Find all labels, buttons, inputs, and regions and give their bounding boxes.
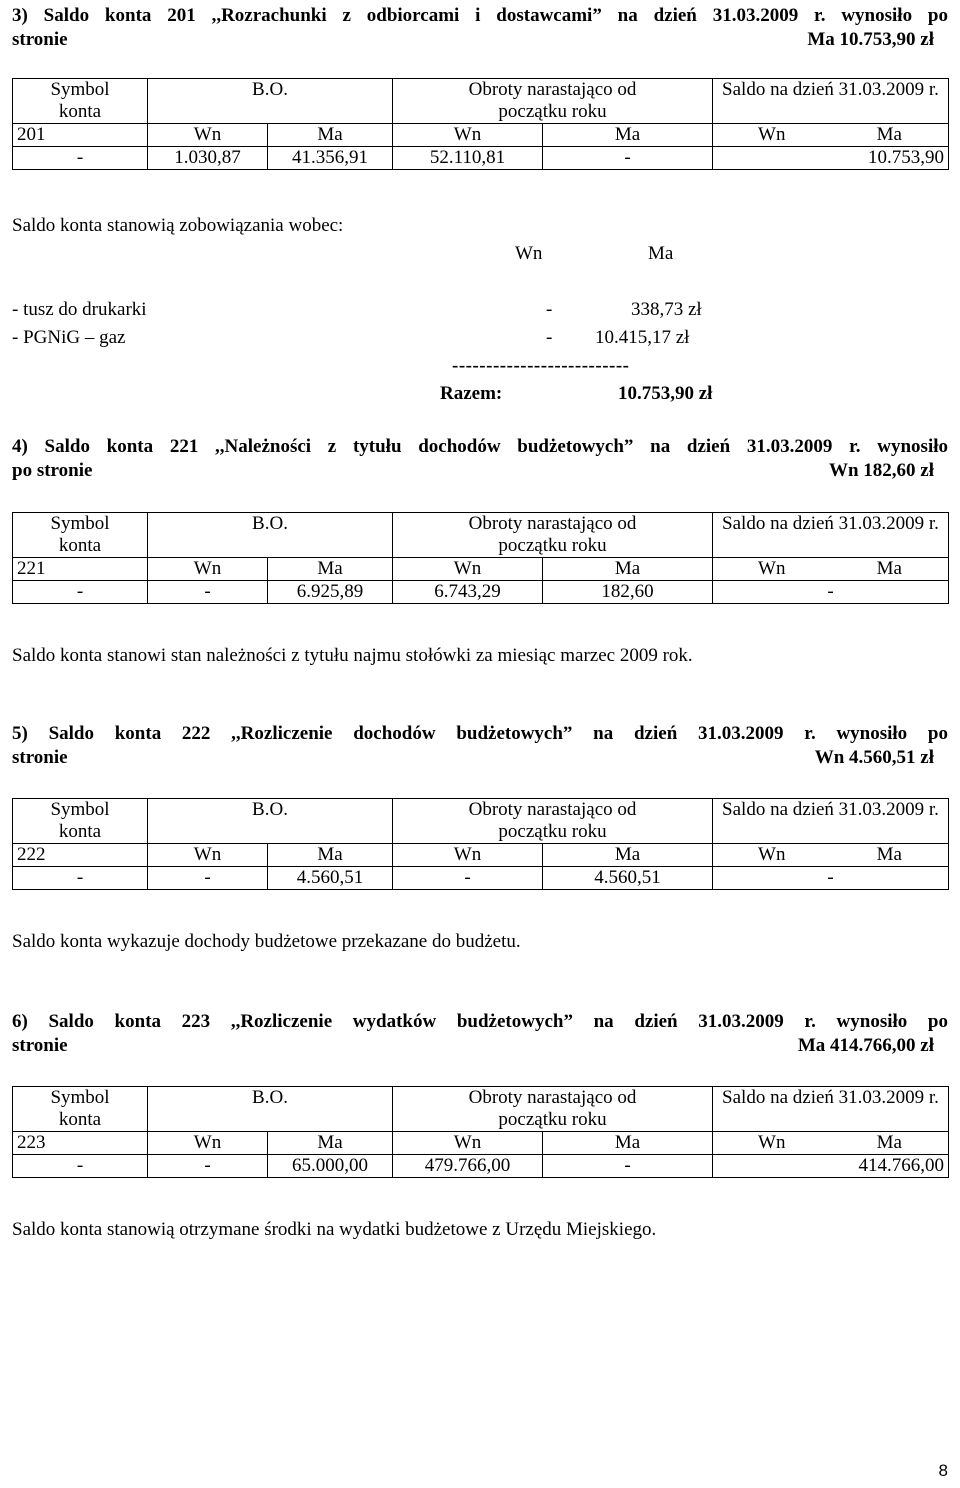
col-wn: Wn [758,1132,786,1153]
header-turnover: Obroty narastająco od [393,79,713,102]
col-ma: Ma [876,558,902,579]
section3-title-line1: 3) Saldo konta 201 ,,Rozrachunki z odbiorcami i dostawcami” na dzień 31.03.2009 r. wynosiło po [12,5,948,26]
section3-table [12,78,949,170]
header-turnover-2: początku roku [393,821,713,844]
cell-turnover-wn: 41.356,91 [268,147,393,170]
col-wn: Wn [393,124,543,147]
header-turnover: Obroty narastająco od [393,1087,713,1110]
cell-balance-ma: 414.766,00 [713,1155,949,1178]
col-wn: Wn [758,124,786,145]
col-ma: Ma [268,558,393,581]
header-bo: B.O. [148,79,393,102]
total-value: 10.753,90 zł [618,383,713,404]
section6-title-amount: Ma 414.766,00 zł [797,1035,934,1056]
liability-wn: - [546,327,553,348]
cell-bo-wn: - [13,867,148,890]
header-balance: Saldo na dzień 31.03.2009 r. [713,513,949,536]
section6-title-line1: 6) Saldo konta 223 ,,Rozliczenie wydatków budżetowych” na dzień 31.03.2009 r. wynosiło po [12,1011,948,1032]
account-number: 222 [13,844,148,867]
col-ma: Ma [543,558,713,581]
header-symbol: Symbol [13,1087,148,1110]
cell-balance-wn: - [543,1155,713,1178]
section6-heading [12,1010,948,1058]
cell-bo-wn: - [13,147,148,170]
cell-bo-ma: - [148,1155,268,1178]
section3-title-amount: Ma 10.753,90 zł [807,29,934,50]
cell-bo-ma: - [148,867,268,890]
header-turnover: Obroty narastająco od [393,799,713,822]
cell-balance-wn: 182,60 [543,581,713,604]
section5-note: Saldo konta wykazuje dochody budżetowe przekazane do budżetu. [12,931,521,952]
cell-bo-ma: - [148,581,268,604]
cell-turnover-ma: 479.766,00 [393,1155,543,1178]
section3-heading [12,4,948,52]
liabilities-col-wn: Wn [515,243,543,264]
cell-balance-ma: 10.753,90 [713,147,949,170]
col-wn: Wn [758,844,786,865]
section3-title-side: stronie [12,29,68,50]
liability-label: - PGNiG – gaz [12,327,126,348]
col-wn: Wn [758,558,786,579]
cell-turnover-ma: 52.110,81 [393,147,543,170]
section5-title-side: stronie [12,747,68,768]
col-wn: Wn [148,558,268,581]
header-konta: konta [13,535,148,558]
header-symbol: Symbol [13,79,148,102]
section6-title-side: stronie [12,1035,68,1056]
total-label: Razem: [440,383,503,404]
cell-turnover-wn: 65.000,00 [268,1155,393,1178]
col-ma: Ma [543,844,713,867]
section4-title-line1: 4) Saldo konta 221 ,,Należności z tytułu dochodów budżetowych” na dzień 31.03.2009 r. wynosiło [12,436,948,457]
section4-title-amount: Wn 182,60 zł [828,460,934,481]
header-turnover-2: początku roku [393,1109,713,1132]
header-symbol: Symbol [13,513,148,536]
col-ma: Ma [876,844,902,865]
table-row [13,867,949,890]
section5-heading [12,722,948,770]
header-turnover: Obroty narastająco od [393,513,713,536]
cell-bo-wn: - [13,1155,148,1178]
header-konta: konta [13,1109,148,1132]
cell-turnover-wn: 6.925,89 [268,581,393,604]
cell-balance-ma: - [713,867,949,890]
liability-ma: 10.415,17 zł [595,327,690,348]
header-bo: B.O. [148,1087,393,1110]
col-ma: Ma [268,124,393,147]
section3-liabilities-intro: Saldo konta stanowią zobowiązania wobec: [12,215,344,236]
col-ma: Ma [268,844,393,867]
col-wn: Wn [393,844,543,867]
header-konta: konta [13,101,148,124]
col-wn: Wn [148,1132,268,1155]
cell-turnover-wn: 4.560,51 [268,867,393,890]
col-wn: Wn [148,124,268,147]
table-row [13,581,949,604]
liabilities-col-ma: Ma [648,243,674,264]
col-ma: Ma [543,124,713,147]
liability-ma: 338,73 zł [631,299,702,320]
header-bo: B.O. [148,799,393,822]
col-ma: Ma [268,1132,393,1155]
cell-turnover-ma: - [393,867,543,890]
col-ma: Ma [876,1132,902,1153]
cell-balance-ma: - [713,581,949,604]
section5-title-amount: Wn 4.560,51 zł [814,747,934,768]
col-wn: Wn [148,844,268,867]
section4-heading [12,435,948,483]
cell-balance-wn: - [543,147,713,170]
account-number: 223 [13,1132,148,1155]
total-separator: -------------------------- [452,355,630,376]
page-number: 8 [938,1461,948,1480]
header-symbol: Symbol [13,799,148,822]
header-balance: Saldo na dzień 31.03.2009 r. [713,79,949,102]
header-konta: konta [13,821,148,844]
cell-bo-wn: - [13,581,148,604]
header-balance: Saldo na dzień 31.03.2009 r. [713,799,949,822]
section4-table [12,512,949,604]
header-turnover-2: początku roku [393,535,713,558]
section5-title-line1: 5) Saldo konta 222 ,,Rozliczenie dochodów budżetowych” na dzień 31.03.2009 r. wynosiło po [12,723,948,744]
cell-turnover-ma: 6.743,29 [393,581,543,604]
col-wn: Wn [393,1132,543,1155]
cell-bo-ma: 1.030,87 [148,147,268,170]
col-ma: Ma [543,1132,713,1155]
header-balance: Saldo na dzień 31.03.2009 r. [713,1087,949,1110]
header-turnover-2: początku roku [393,101,713,124]
account-number: 201 [13,124,148,147]
table-row [13,1155,949,1178]
section4-title-side: po stronie [12,460,93,481]
liability-wn: - [546,299,553,320]
col-ma: Ma [876,124,902,145]
cell-balance-wn: 4.560,51 [543,867,713,890]
section6-note: Saldo konta stanowią otrzymane środki na wydatki budżetowe z Urzędu Miejskiego. [12,1219,657,1240]
section5-table [12,798,949,890]
account-number: 221 [13,558,148,581]
section6-table [12,1086,949,1178]
col-wn: Wn [393,558,543,581]
section4-note: Saldo konta stanowi stan należności z tytułu najmu stołówki za miesiąc marzec 2009 rok. [12,645,693,666]
header-bo: B.O. [148,513,393,536]
liability-label: - tusz do drukarki [12,299,147,320]
table-row [13,147,949,170]
